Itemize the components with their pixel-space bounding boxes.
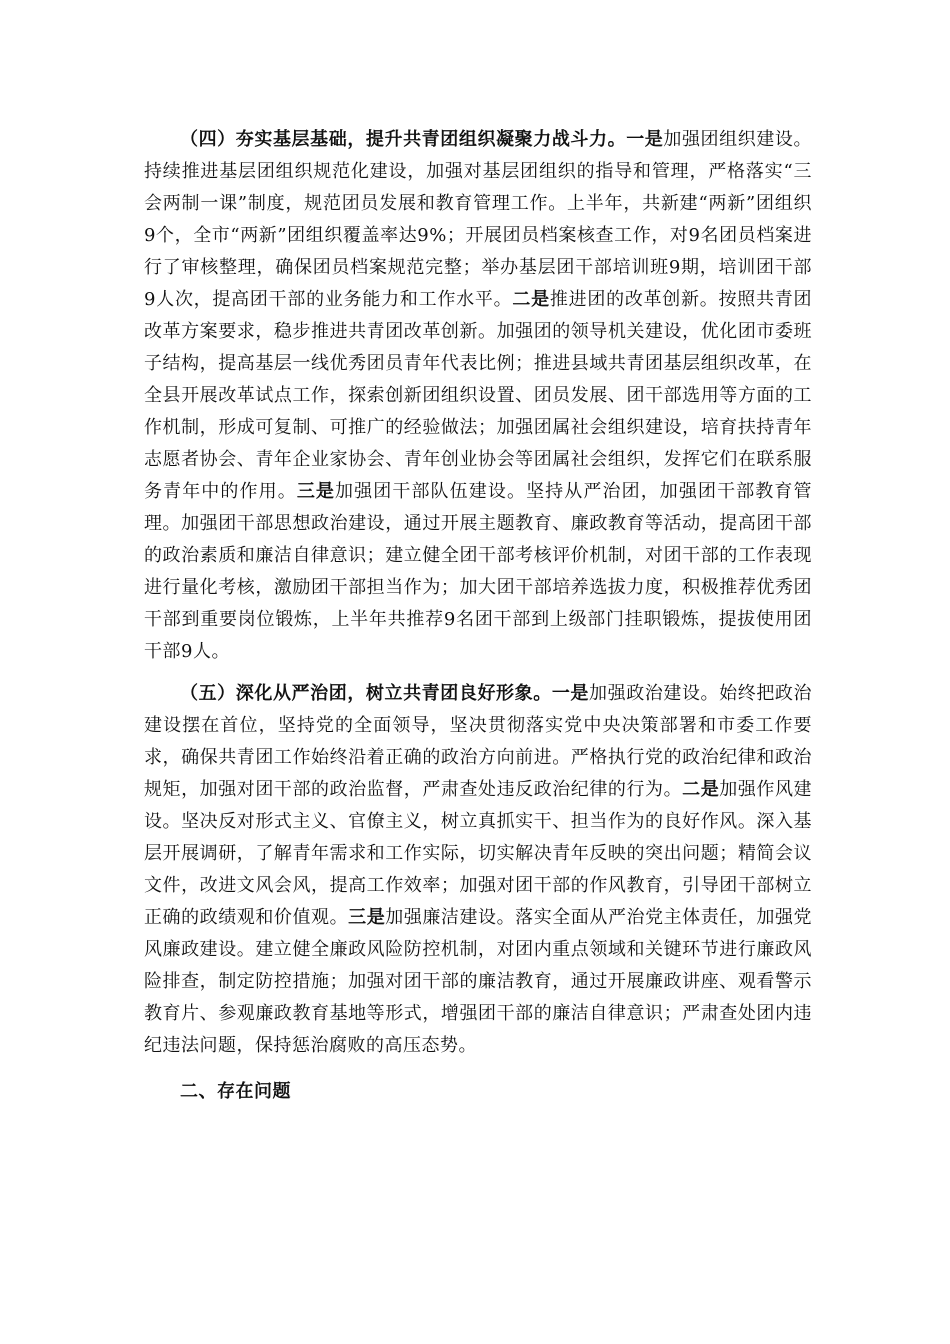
- section-4-text-2: 推进团的改革创新。按照共青团改革方案要求，稳步推进共青团改革创新。加强团的领导机关建设，优化团市委班子结构，提高基层一线优秀团员青年代表比例；推进县域共青团基层组织改革，在全县开展改革试点工作，探索创新团组织设置、团员发展、团干部选用等方面的工作机制，形成可复制、可推广的经验做法；加强团属社会组织建设，培育扶持青年志愿者协会、青年企业家协会、青年创业协会等团属社会组织，发挥它们在联系服务青年中的作用。: [144, 289, 813, 502]
- section-4-key-1: 一是: [626, 129, 664, 150]
- section-5-key-1: 一是: [551, 683, 590, 704]
- section-5-title: （五）深化从严治团，树立共青团良好形象。: [180, 683, 552, 704]
- paragraph-section-4: [144, 124, 812, 668]
- section-two-heading: 二、存在问题: [180, 1081, 291, 1102]
- section-5-text-2: 加强作风建设。坚决反对形式主义、官僚主义，树立真抓实干、担当作为的良好作风。深入基层开展调研，了解青年需求和工作实际，切实解决青年反映的突出问题；精简会议文件，改进文风会风，提高工作效率；加强对团干部的作风教育，引导团干部树立正确的政绩观和价值观。: [144, 779, 813, 928]
- section-5-key-3: 三是: [348, 907, 386, 928]
- section-4-key-2: 二是: [512, 289, 550, 310]
- section-5-text-3: 加强廉洁建设。落实全面从严治党主体责任，加强党风廉政建设。建立健全廉政风险防控机制，对团内重点领域和关键环节进行廉政风险排查，制定防控措施；加强对团干部的廉洁教育，通过开展廉政讲座、观看警示教育片、参观廉政教育基地等形式，增强团干部的廉洁自律意识；严肃查处团内违纪违法问题，保持惩治腐败的高压态势。: [144, 907, 813, 1056]
- section-4-key-3: 三是: [296, 481, 336, 502]
- section-4-text-1: 加强团组织建设。持续推进基层团组织规范化建设，加强对基层团组织的指导和管理，严格落实“三会两制一课”制度，规范团员发展和教育管理工作。上半年，共新建“两新”团组织9个，全市“两新”团组织覆盖率达9%；开展团员档案核查工作，对9名团员档案进行了审核整理，确保团员档案规范完整；举办基层团干部培训班9期，培训团干部9人次，提高团干部的业务能力和工作水平。: [144, 129, 813, 310]
- section-5-text-1: 加强政治建设。始终把政治建设摆在首位，坚持党的全面领导，坚决贯彻落实党中央决策部署和市委工作要求，确保共青团工作始终沿着正确的政治方向前进。严格执行党的政治纪律和政治规矩，加强对团干部的政治监督，严肃查处违反政治纪律的行为。: [144, 683, 813, 800]
- paragraph-section-5: [144, 678, 812, 1062]
- section-5-key-2: 二是: [682, 779, 720, 800]
- document-page: [144, 124, 812, 1108]
- section-4-text-3: 加强团干部队伍建设。坚持从严治团，加强团干部教育管理。加强团干部思想政治建设，通过开展主题教育、廉政教育等活动，提高团干部的政治素质和廉洁自律意识；建立健全团干部考核评价机制，对团干部的工作表现进行量化考核，激励团干部担当作为；加大团干部培养选拔力度，积极推荐优秀团干部到重要岗位锻炼，上半年共推荐9名团干部到上级部门挂职锻炼，提拔使用团干部9人。: [144, 481, 813, 662]
- section-4-title: （四）夯实基层基础，提升共青团组织凝聚力战斗力。: [180, 129, 627, 150]
